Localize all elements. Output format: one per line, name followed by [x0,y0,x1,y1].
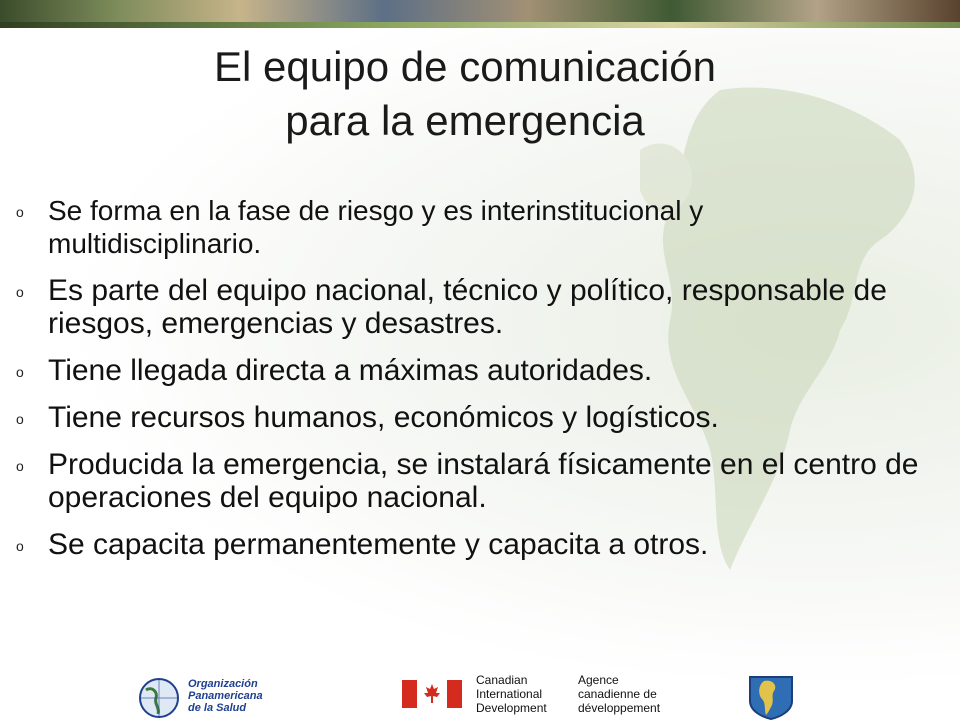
list-item [16,274,920,340]
list-item [16,401,920,434]
list-item [16,528,920,561]
cida-en-line-2: International [476,687,543,701]
title-line-2: para la emergencia [285,97,645,144]
top-accent-strip [0,22,960,28]
bullet-text: Tiene llegada directa a máximas autoridades. [48,354,653,387]
bullet-marker: o [16,538,24,554]
title-line-1: El equipo de comunicación [214,43,716,90]
globe-icon [136,676,182,720]
bullet-list [16,194,920,575]
cida-french-name [578,673,660,715]
cida-en-line-1: Canadian [476,673,528,687]
bullet-text: Tiene recursos humanos, económicos y logísticos. [48,401,719,434]
bullet-text: Producida la emergencia, se instalará físicamente en el centro de operaciones del equipo nacional. [48,448,919,514]
bullet-text: Es parte del equipo nacional, técnico y político, responsable de riesgos, emergencias y desastres. [48,274,887,340]
bullet-marker: o [16,204,24,220]
bullet-marker: o [16,411,24,427]
paho-line-1: Organización [188,678,258,690]
cida-fr-line-3: développement [578,701,661,715]
cida-fr-line-2: canadienne de [578,687,657,701]
cida-english-name [476,673,547,715]
list-item [16,354,920,387]
americas-emblem-icon [744,671,798,720]
paho-line-2: Panamericana [188,690,263,702]
top-photo-banner [0,0,960,22]
list-item [16,194,920,260]
cida-en-line-3: Development [476,701,547,715]
paho-line-3: de la Salud [188,702,247,714]
bullet-marker: o [16,364,24,380]
paho-logo [136,676,286,720]
cida-fr-line-1: Agence [578,673,619,687]
list-item [16,448,920,514]
slide-title [0,40,930,148]
canada-flag-icon [402,680,462,708]
bullet-text: Se forma en la fase de riesgo y es interinstitucional y multidisciplinario. [48,195,704,259]
bullet-marker: o [16,284,24,300]
bullet-text: Se capacita permanentemente y capacita a otros. [48,528,709,561]
bullet-marker: o [16,458,24,474]
paho-name [188,678,263,714]
